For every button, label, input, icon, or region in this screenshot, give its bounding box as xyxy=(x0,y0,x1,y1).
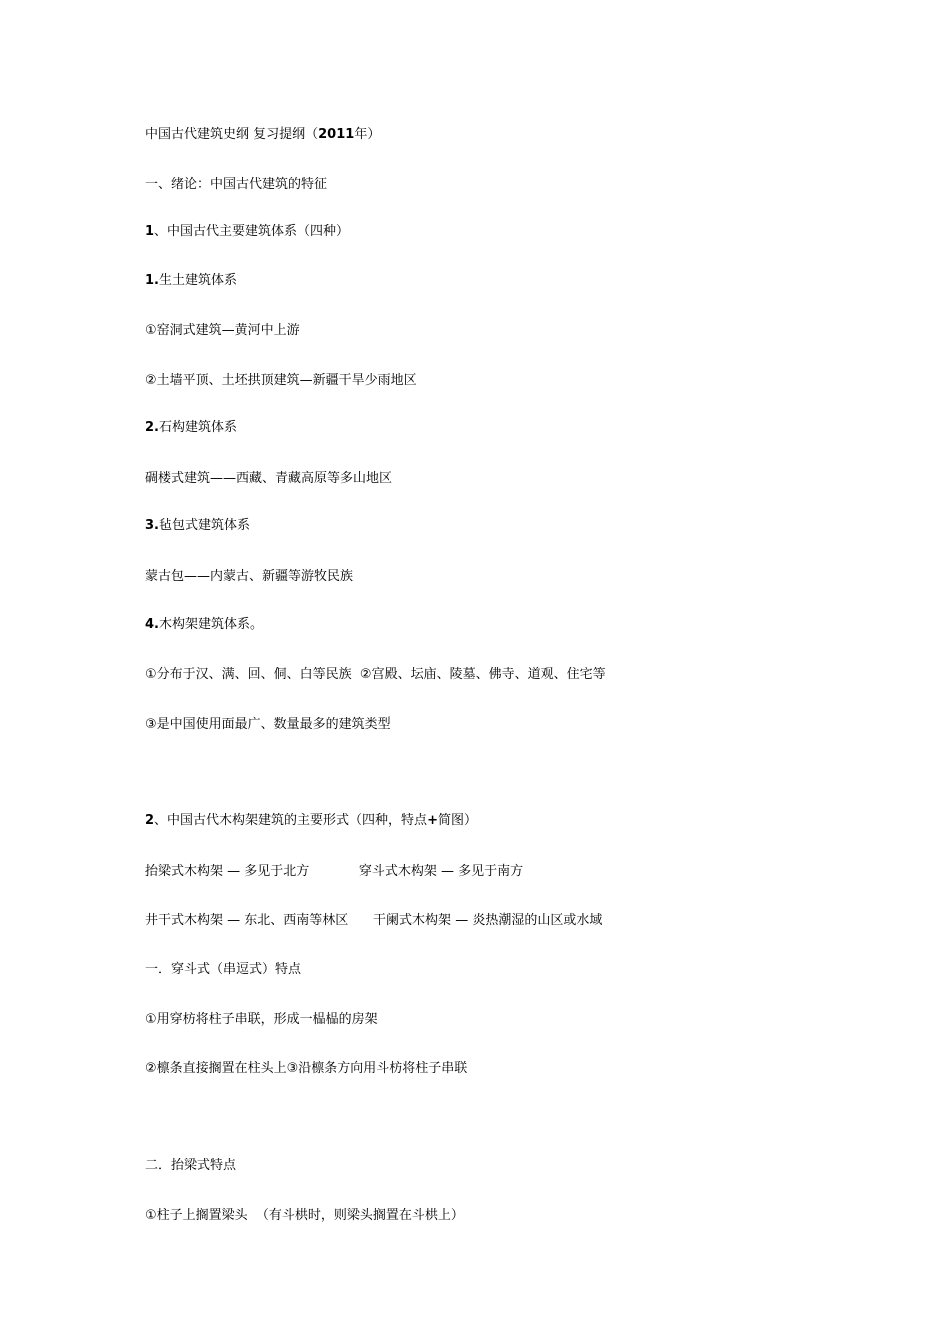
text-line: ③是中国使用面最广、数量最多的建筑类型 xyxy=(145,717,391,732)
text-line: 蒙古包——内蒙古、新疆等游牧民族 xyxy=(145,569,354,584)
subsection-heading: 1、中国古代主要建筑体系（四种） xyxy=(145,224,350,239)
text-line: 井干式木构架 — 东北、西南等林区 干阑式木构架 — 炎热潮湿的山区或水域 xyxy=(145,913,603,928)
text-line: 碉楼式建筑——西藏、青藏高原等多山地区 xyxy=(145,471,393,486)
item-heading: 1.生土建筑体系 xyxy=(145,273,237,288)
text-line: ①柱子上搁置梁头 （有斗栱时，则梁头搁置在斗栱上） xyxy=(145,1208,464,1223)
text-line: ②檩条直接搁置在柱头上③沿檩条方向用斗枋将柱子串联 xyxy=(145,1061,468,1076)
section-heading: 一．穿斗式（串逗式）特点 xyxy=(145,962,302,977)
text-line: 抬梁式木构架 — 多见于北方 穿斗式木构架 — 多见于南方 xyxy=(145,864,524,879)
text-line: ①用穿枋将柱子串联，形成一榀榀的房架 xyxy=(145,1012,378,1027)
section-heading: 二．抬梁式特点 xyxy=(145,1158,237,1173)
item-heading: 3.毡包式建筑体系 xyxy=(145,518,250,533)
item-heading: 4.木构架建筑体系。 xyxy=(145,617,263,632)
document-title: 中国古代建筑史纲 复习提纲（2011年） xyxy=(145,127,381,142)
subsection-heading: 2、中国古代木构架建筑的主要形式（四种，特点+简图） xyxy=(145,813,477,828)
section-heading: 一、绪论：中国古代建筑的特征 xyxy=(145,177,328,192)
text-line: ①窑洞式建筑—黄河中上游 xyxy=(145,323,300,338)
text-line: ①分布于汉、满、回、侗、白等民族 ②宫殿、坛庙、陵墓、佛寺、道观、住宅等 xyxy=(145,667,606,682)
text-line: ②土墙平顶、土坯拱顶建筑—新疆干旱少雨地区 xyxy=(145,373,417,388)
item-heading: 2.石构建筑体系 xyxy=(145,420,237,435)
